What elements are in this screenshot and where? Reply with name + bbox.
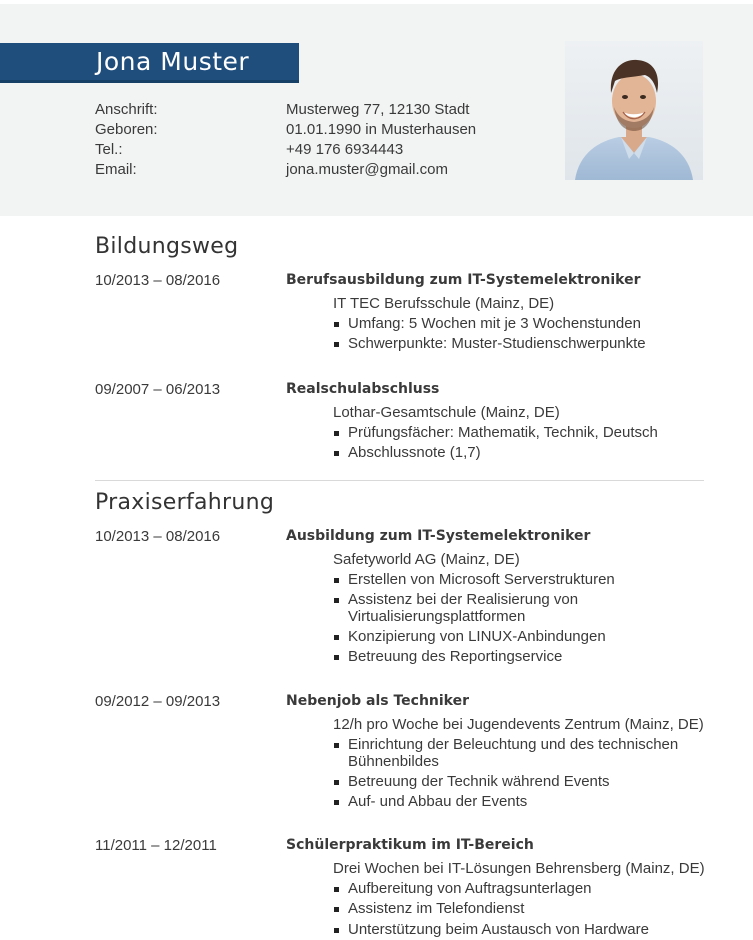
list-item: Abschlussnote (1,7) bbox=[333, 445, 693, 462]
entry-title: Schülerpraktikum im IT-Bereich bbox=[286, 837, 534, 853]
entry-organization: Lothar-Gesamtschule (Mainz, DE) bbox=[333, 404, 560, 421]
contact-value: jona.muster@gmail.com bbox=[286, 161, 448, 178]
contact-row-address bbox=[95, 100, 515, 120]
entry-date: 11/2011 – 12/2011 bbox=[95, 837, 217, 854]
list-item: Umfang: 5 Wochen mit je 3 Wochenstunden bbox=[333, 316, 693, 333]
person-name: Jona Muster bbox=[96, 47, 250, 76]
entry-date: 10/2013 – 08/2016 bbox=[95, 528, 221, 545]
entry-title: Realschulabschluss bbox=[286, 381, 440, 397]
experience-entry bbox=[95, 693, 715, 823]
section-divider bbox=[95, 480, 704, 481]
entry-title: Nebenjob als Techniker bbox=[286, 693, 470, 709]
entry-date: 10/2013 – 08/2016 bbox=[95, 272, 221, 289]
list-item: Auf- und Abbau der Events bbox=[333, 794, 693, 811]
section-title-education: Bildungsweg bbox=[95, 234, 239, 259]
contact-row-phone bbox=[95, 140, 515, 160]
entry-bullets bbox=[333, 425, 693, 466]
list-item: Unterstützung beim Austausch von Hardware bbox=[333, 922, 693, 939]
portrait-photo bbox=[565, 41, 703, 180]
contact-label: Email: bbox=[95, 161, 137, 178]
entry-title: Berufsausbildung zum IT-Systemelektroniker bbox=[286, 272, 641, 288]
list-item: Schwerpunkte: Muster-Studienschwerpunkte bbox=[333, 336, 693, 353]
entry-date: 09/2007 – 06/2013 bbox=[95, 381, 221, 398]
education-entry bbox=[95, 381, 715, 481]
list-item: Einrichtung der Beleuchtung und des technischen Bühnenbildes bbox=[333, 737, 693, 770]
contact-value: Musterweg 77, 12130 Stadt bbox=[286, 101, 470, 118]
entry-date: 09/2012 – 09/2013 bbox=[95, 693, 221, 710]
contact-row-email bbox=[95, 160, 515, 180]
entry-bullets bbox=[333, 572, 693, 670]
list-item: Betreuung der Technik während Events bbox=[333, 774, 693, 791]
list-item: Aufbereitung von Auftragsunterlagen bbox=[333, 881, 693, 898]
education-entry bbox=[95, 272, 715, 372]
experience-entry bbox=[95, 837, 715, 937]
experience-entry bbox=[95, 528, 715, 688]
contact-label: Anschrift: bbox=[95, 101, 158, 118]
entry-organization: 12/h pro Woche bei Jugendevents Zentrum (Mainz, DE) bbox=[333, 716, 704, 733]
entry-bullets bbox=[333, 881, 693, 940]
list-item: Erstellen von Microsoft Serverstrukturen bbox=[333, 572, 693, 589]
contact-value: 01.01.1990 in Musterhausen bbox=[286, 121, 477, 138]
contact-details bbox=[95, 100, 515, 180]
name-banner bbox=[0, 43, 299, 83]
section-title-experience: Praxiserfahrung bbox=[95, 490, 275, 515]
contact-value: +49 176 6934443 bbox=[286, 141, 404, 158]
entry-organization: Safetyworld AG (Mainz, DE) bbox=[333, 551, 520, 568]
contact-row-birth bbox=[95, 120, 515, 140]
list-item: Assistenz im Telefondienst bbox=[333, 901, 693, 918]
entry-bullets bbox=[333, 737, 693, 814]
entry-organization: IT TEC Berufsschule (Mainz, DE) bbox=[333, 295, 555, 312]
entry-organization: Drei Wochen bei IT-Lösungen Behrensberg (Mainz, DE) bbox=[333, 860, 705, 877]
list-item: Prüfungsfächer: Mathematik, Technik, Deutsch bbox=[333, 425, 693, 442]
list-item: Konzipierung von LINUX-Anbindungen bbox=[333, 629, 693, 646]
list-item: Betreuung des Reportingservice bbox=[333, 649, 693, 666]
contact-label: Tel.: bbox=[95, 141, 123, 158]
contact-label: Geboren: bbox=[95, 121, 158, 138]
list-item: Assistenz bei der Realisierung von Virtualisierungsplattformen bbox=[333, 592, 693, 625]
entry-title: Ausbildung zum IT-Systemelektroniker bbox=[286, 528, 591, 544]
entry-bullets bbox=[333, 316, 693, 357]
